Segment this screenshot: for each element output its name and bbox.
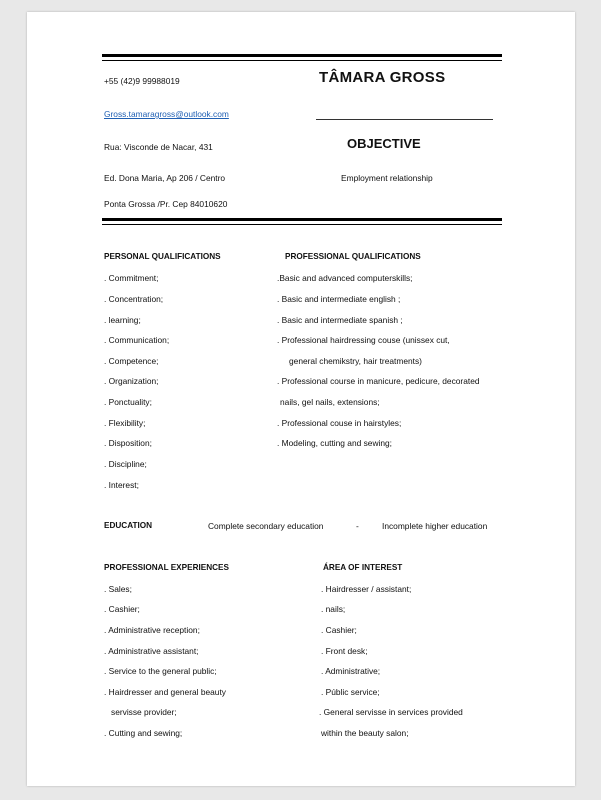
list-item: . Interest; [104,480,139,490]
top-divider [102,54,502,61]
professional-experiences-heading: PROFESSIONAL EXPERIENCES [104,563,229,572]
list-item: . Professional course in manicure, pedicure, decorated [277,376,480,386]
list-item: . Administrative reception; [104,625,200,635]
list-item: . Flexibility; [104,418,146,428]
email-link[interactable]: Gross.tamaragross@outlook.com [104,109,229,119]
objective-title: OBJECTIVE [347,136,421,151]
list-item: . Organization; [104,376,159,386]
personal-qualifications-heading: PERSONAL QUALIFICATIONS [104,252,221,261]
list-item: . Públic service; [321,687,380,697]
list-item: . nails; [321,604,346,614]
list-item: . Cashier; [321,625,357,635]
address-line-3: Ponta Grossa /Pr. Cep 84010620 [104,199,228,209]
list-item-continuation: general chemikstry, hair treatments) [289,356,422,366]
list-item: . Modeling, cutting and sewing; [277,438,392,448]
area-of-interest-heading: ÁREA OF INTEREST [323,563,403,572]
name-underline [316,119,493,120]
list-item: . Ponctuality; [104,397,152,407]
list-item: . Sales; [104,584,132,594]
list-item: . Basic and intermediate spanish ; [277,315,403,325]
list-item: . Hairdresser and general beauty [104,687,226,697]
professional-qualifications-heading: PROFESSIONAL QUALIFICATIONS [285,252,421,261]
list-item-continuation: within the beauty salon; [321,728,409,738]
list-item: . Competence; [104,356,159,366]
list-item: . Cashier; [104,604,140,614]
list-item: . Basic and intermediate english ; [277,294,401,304]
phone-number: +55 (42)9 99988019 [104,76,180,86]
list-item: . Front desk; [321,646,368,656]
list-item: . Commitment; [104,273,159,283]
list-item: . Discipline; [104,459,147,469]
education-heading: EDUCATION [104,521,153,530]
candidate-name: TÂMARA GROSS [319,69,446,86]
list-item: . Communication; [104,335,170,345]
list-item: . Concentration; [104,294,164,304]
education-completed: Complete secondary education [208,521,324,531]
education-separator: - [356,521,359,531]
list-item: . learning; [104,315,141,325]
list-item: . Professional couse in hairstyles; [277,418,402,428]
list-item: . Administrative; [321,666,381,676]
list-item: . Cutting and sewing; [104,728,183,738]
list-item: . General servisse in services provided [319,707,463,717]
list-item: . Disposition; [104,438,152,448]
list-item-continuation: servisse provider; [111,707,177,717]
resume-page [27,12,575,786]
list-item: . Professional hairdressing couse (unissex cut, [277,335,450,345]
list-item: . Service to the general public; [104,666,217,676]
list-item: .Basic and advanced computerskills; [277,273,413,283]
header-divider [102,218,502,225]
objective-text: Employment relationship [341,173,433,183]
list-item: . Hairdresser / assistant; [321,584,412,594]
list-item: . Administrative assistant; [104,646,199,656]
education-incomplete: Incomplete higher education [382,521,488,531]
list-item-continuation: nails, gel nails, extensions; [280,397,380,407]
address-line-1: Rua: Visconde de Nacar, 431 [104,142,213,152]
address-line-2: Ed. Dona Maria, Ap 206 / Centro [104,173,226,183]
